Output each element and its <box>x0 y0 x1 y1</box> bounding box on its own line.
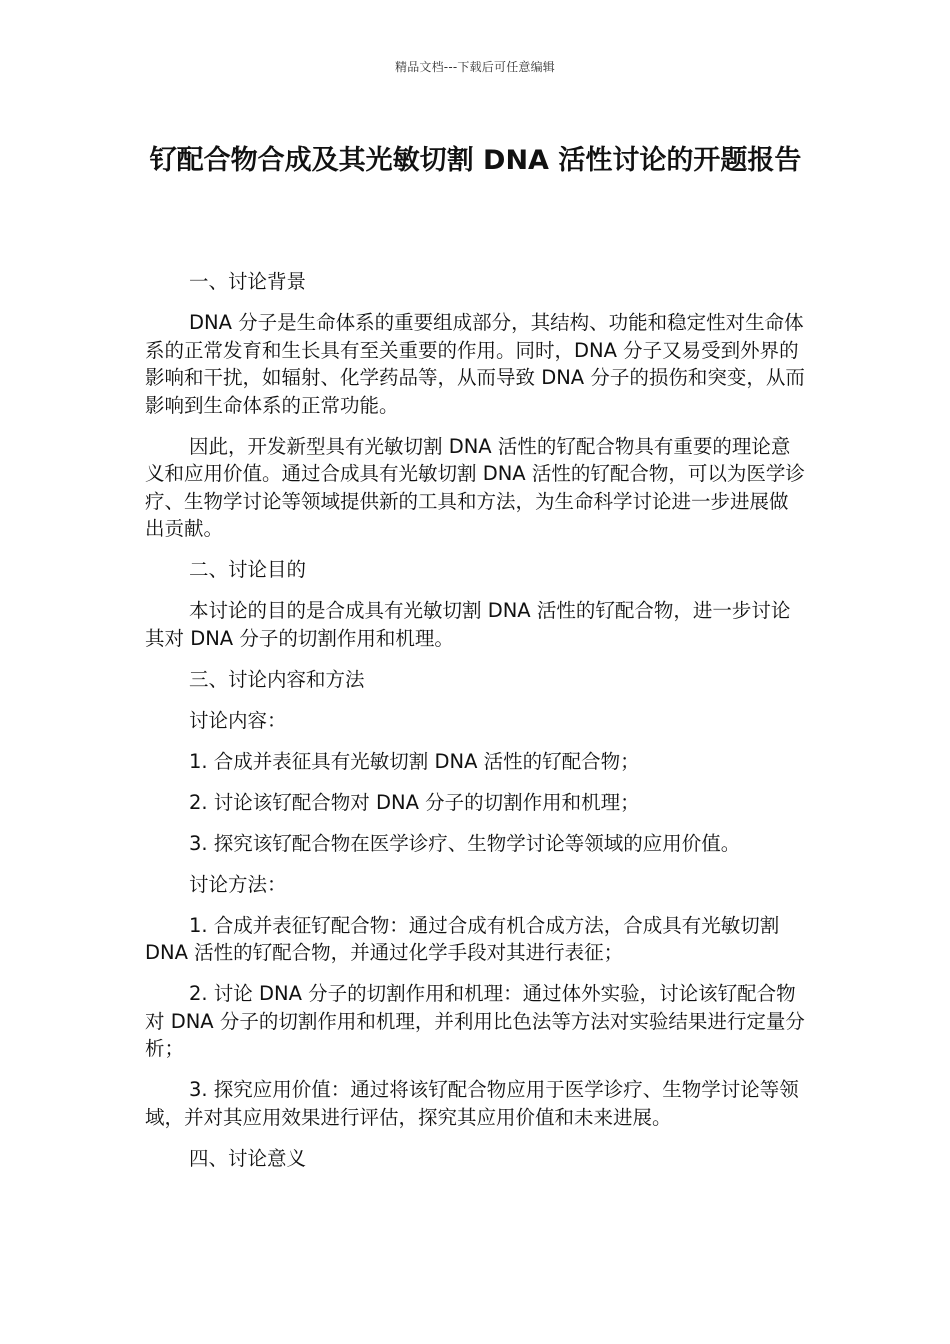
section-heading-purpose: 二、讨论目的 <box>189 558 307 581</box>
section-heading-content-methods: 三、讨论内容和方法 <box>189 667 365 691</box>
subheading-methods: 讨论方法： <box>189 872 287 896</box>
paragraph-significance: 因此，开发新型具有光敏切割 DNA 活性的钌配合物具有重要的理论意义和应用价值。通过合成具有光敏切割 DNA 活性的钌配合物，可以为医学诊疗、生物学讨论等领域提供新的工具和方法，为生命科学讨论进一步进展做出贡献。 <box>145 434 805 540</box>
content-item-2: 2. 讨论该钌配合物对 DNA 分子的切割作用和机理； <box>189 790 640 814</box>
paragraph-dna-importance: DNA 分子是生命体系的重要组成部分，其结构、功能和稳定性对生命体系的正常发育和生长具有至关重要的作用。同时，DNA 分子又易受到外界的影响和干扰，如辐射、化学药品等，从而导致 DNA 分子的损伤和突变，从而影响到生命体系的正常功能。 <box>145 311 805 417</box>
document-body <box>145 268 805 1186</box>
paragraph-purpose: 本讨论的目的是合成具有光敏切割 DNA 活性的钌配合物，进一步讨论其对 DNA 分子的切割作用和机理。 <box>145 599 791 650</box>
section-heading-background: 一、讨论背景 <box>189 270 307 293</box>
method-item-1: 1. 合成并表征钌配合物：通过合成有机合成方法，合成具有光敏切割 DNA 活性的钌配合物，并通过化学手段对其进行表征； <box>145 913 780 964</box>
method-item-3: 3. 探究应用价值：通过将该钌配合物应用于医学诊疗、生物学讨论等领域，并对其应用效果进行评估，探究其应用价值和未来进展。 <box>145 1078 799 1129</box>
content-item-1: 1. 合成并表征具有光敏切割 DNA 活性的钌配合物； <box>189 749 640 773</box>
subheading-content: 讨论内容： <box>189 708 287 732</box>
header-note: 精品文档---下载后可任意编辑 <box>395 60 555 74</box>
method-item-2: 2. 讨论 DNA 分子的切割作用和机理：通过体外实验，讨论该钌配合物对 DNA 分子的切割作用和机理，并利用比色法等方法对实验结果进行定量分析； <box>145 982 805 1060</box>
section-heading-significance: 四、讨论意义 <box>189 1146 307 1170</box>
content-item-3: 3. 探究该钌配合物在医学诊疗、生物学讨论等领域的应用价值。 <box>189 831 741 855</box>
document-title: 钌配合物合成及其光敏切割 DNA 活性讨论的开题报告 <box>149 145 802 176</box>
